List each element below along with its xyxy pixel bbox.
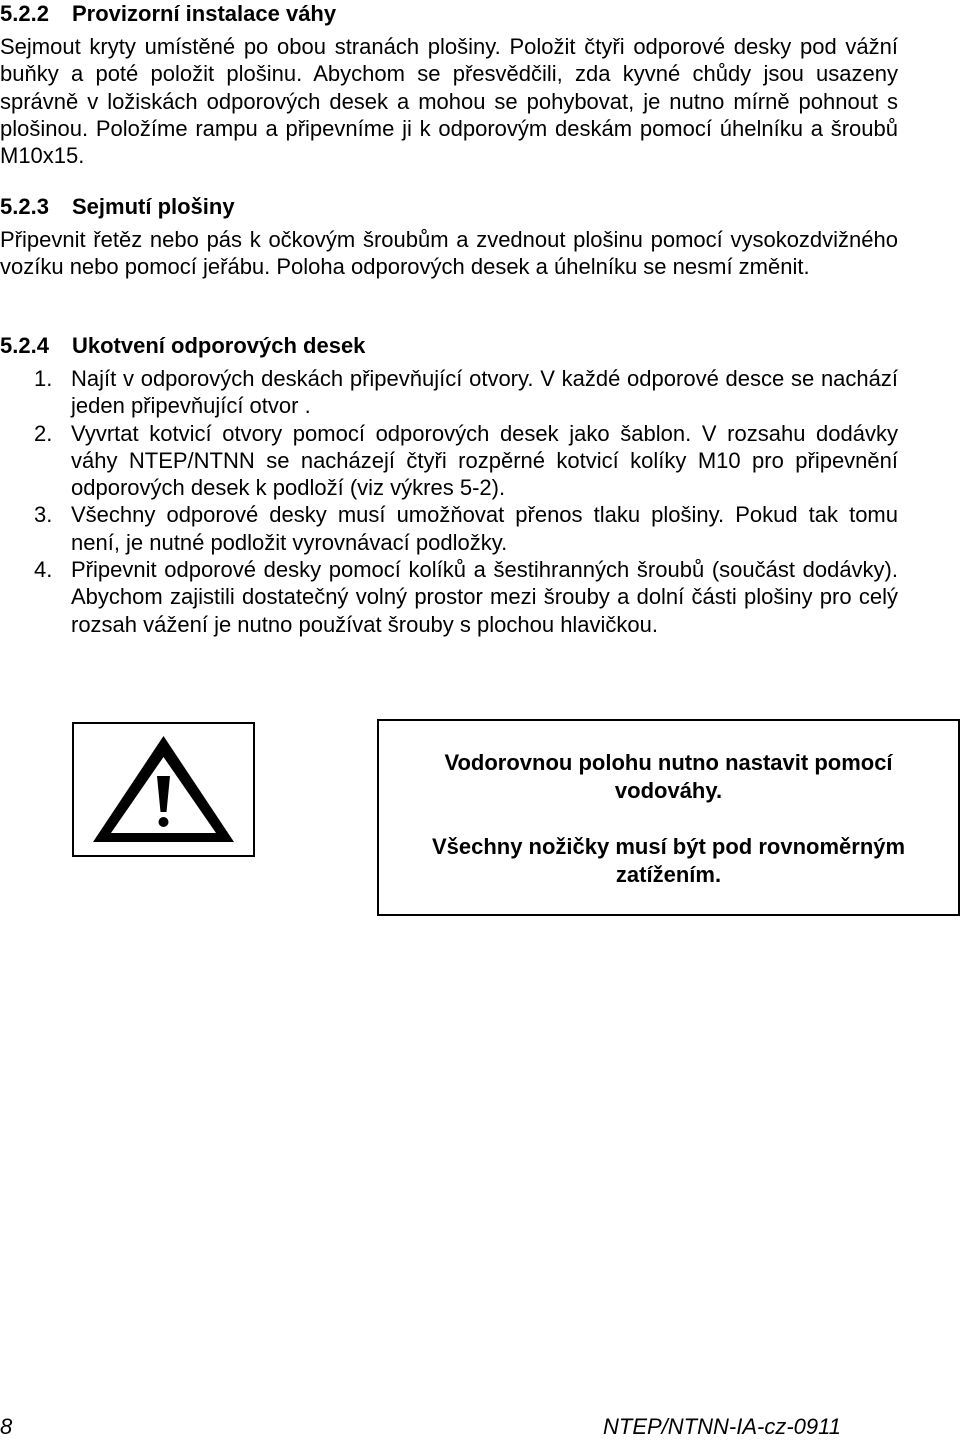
warning-triangle-icon <box>74 724 253 855</box>
section-heading <box>0 332 898 359</box>
list-item-text: Vyvrtat kotvicí otvory pomocí odporových desek jako šablon. V rozsahu dodávky váhy NTEP/NTNN se nacházejí čtyři rozpěrné kotvicí kolíky M10 pro připevnění odporových desek k podloží (viz výkres 5-2). <box>71 420 898 501</box>
list-item <box>0 365 898 420</box>
section-title: Provizorní instalace váhy <box>72 1 337 26</box>
list-marker: 2. <box>34 420 53 446</box>
warning-notice-box <box>377 719 960 916</box>
footer-page-number: 8 <box>0 1414 13 1439</box>
list-item-text: Najít v odporových deskách připevňující otvory. V každé odporové desce se nachází jeden připevňující otvor . <box>71 366 898 419</box>
section-number: 5.2.2 <box>0 1 49 26</box>
list-marker: 3. <box>34 502 53 528</box>
section-5-2-2 <box>0 0 898 169</box>
warning-text-2: Všechny nožičky musí být pod rovnoměrným zatížením. <box>431 834 906 887</box>
section-number: 5.2.3 <box>0 194 49 219</box>
warning-text-1: Vodorovnou polohu nutno nastavit pomocí vodováhy. <box>444 750 893 803</box>
section-heading <box>0 193 898 220</box>
list-marker: 1. <box>34 366 53 391</box>
section-number: 5.2.4 <box>0 333 49 358</box>
section-title: Ukotvení odporových desek <box>72 333 366 358</box>
section-title: Sejmutí plošiny <box>72 194 235 219</box>
numbered-list <box>0 365 898 638</box>
section-paragraph: Připevnit řetěz nebo pás k očkovým šroubům a zvednout plošinu pomocí vysokozdvižného vozíku nebo pomocí jeřábu. Poloha odporových desek a úhelníku se nesmí změnit. <box>0 227 898 280</box>
list-item <box>0 556 898 638</box>
list-marker: 4. <box>34 557 53 583</box>
section-heading <box>0 0 898 27</box>
list-item <box>0 501 898 556</box>
footer-doc-code: NTEP/NTNN-IA-cz-0911 <box>603 1414 841 1439</box>
section-5-2-4 <box>0 332 898 638</box>
list-item-text: Všechny odporové desky musí umožňovat přenos tlaku plošiny. Pokud tak tomu není, je nutné podložit vyrovnávací podložky. <box>71 502 898 555</box>
section-5-2-3 <box>0 193 898 281</box>
list-item <box>0 420 898 502</box>
section-paragraph: Sejmout kryty umístěné po obou stranách plošiny. Položit čtyři odporové desky pod vážní buňky a poté položit plošinu. Abychom se přesvědčili, zda kyvné chůdy jsou usazeny správně v ložiskách odporových desek a mohou se pohybovat, je nutno mírně pohnout s plošinou. Položíme rampu a připevníme ji k odporovým deskám pomocí úhelníku a šroubů M10x15. <box>0 34 898 169</box>
list-item-text: Připevnit odporové desky pomocí kolíků a šestihranných šroubů (součást dodávky). Abychom zajistili dostatečný volný prostor mezi šrouby a dolní části plošiny pro celý rozsah vážení je nutno používat šrouby s plochou hlavičkou. <box>71 557 898 637</box>
warning-icon-box <box>72 722 255 857</box>
